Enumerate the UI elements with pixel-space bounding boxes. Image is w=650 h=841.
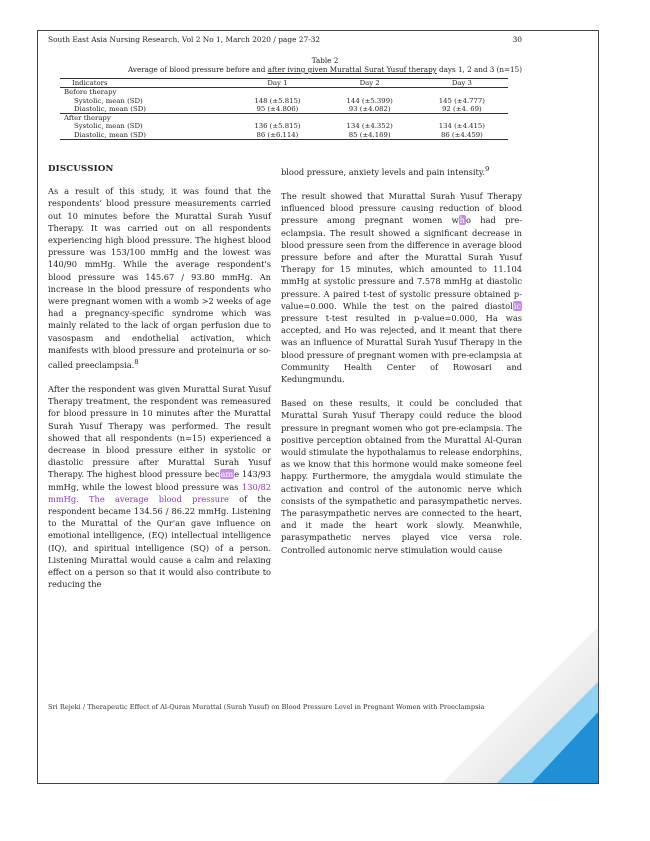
column-header: Indicators	[60, 79, 231, 88]
column-header: Day 3	[416, 79, 508, 88]
page-footer: Sri Rejeki / Therapeutic Effect of Al-Quran Murattal (Surah Yusuf) on Blood Pressure Level in Pregnant Women with Preeclampsia	[48, 703, 485, 711]
table-group-row: After therapy	[64, 114, 111, 123]
highlighted-text: 130/82 mmHg. The average blood pressure	[48, 481, 271, 504]
paragraph: blood pressure, anxiety levels and pain intensity.$^9$	[281, 165, 490, 177]
table-row: Systolic, mean (SD) 148 (±5.815) 144 (±5.399) 145 (±4.777)	[74, 96, 485, 105]
running-header	[48, 35, 522, 44]
highlight-mark: h	[459, 215, 465, 226]
column-header: Day 2	[324, 79, 416, 88]
table-heading	[0, 56, 650, 74]
highlight-mark: ic	[513, 300, 521, 311]
column-header: Day 1	[231, 79, 323, 88]
right-text-column	[281, 163, 522, 568]
citation-ref: 8	[134, 358, 139, 367]
table-row: Diastolic, mean (SD) 86 (±6.114) 85 (±4.169) 86 (±4.459)	[60, 131, 508, 140]
page-number: 30	[512, 35, 522, 44]
paragraph: After the respondent was given Murattal Surat Yusuf Therapy treatment, the respondent was remeasured for blood pressure in 10 minutes after the Murattal Surah Yusuf Therapy was performed. The result showed that all respondents (n=15) experienced a decrease in blood pressure either in systolic or diastolic pressure after Murattal Surah Yusuf Therapy. The highest blood pressure became 143/93 mmHg, while the lowest blood pressure was 130/82 mmHg. The average blood pressure of the respondent became 134.56 / 86.22 mmHg. Listening to the Murattal of the Qur'an gave influence on emotional intelligence, (EQ) intellectual intelligence (IQ), and spiritual intelligence (SQ) of a person. Listening Murattal would cause a calm and relaxing effect on a person so that it would also contribute to reducing the	[48, 384, 272, 590]
blood-pressure-table	[60, 78, 508, 140]
paragraph: As a result of this study, it was found that the respondents' blood pressure measurements carried out 10 minutes before the Murattal Surah Yusuf Therapy. It was carried out on all respondents experiencing high blood pressure. The highest blood pressure was 153/100 mmHg and the lowest was 140/90 mmHg. While the average respondent's blood pressure was 145.67 / 93.80 mmHg. An increase in the blood pressure of respondents who were pregnant women with a womb >2 weeks of age had a pregnancy-specific syndrome which was mainly related to the lack of organ perfusion due to vasospasm and endothelial activation, which manifests with blood pressure and proteinuria or so-called preeclampsia.$^8$	[48, 186, 271, 370]
paragraph: The result showed that Murattal Surah Yusuf Therapy influenced blood pressure causing reduction of blood pressure among pregnant women who had pre-eclampsia. The result showed a significant decrease in blood pressure seen from the difference in average blood pressure before and after the Murattal Surah Yusuf Therapy for 15 minutes, which amounted to 11.104 mmHg at systolic pressure and 7.578 mmHg at diastolic pressure. A paired t-test of systolic pressure obtained p-value=0.000. While the test on the paired diastolic pressure t-test resulted in p-value=0.000, Ha was accepted, and Ho was rejected, and it meant that there was an influence of Murattal Surah Yusuf Therapy in the blood pressure of pregnant women with pre-eclampsia at Community Health Center of Rowosari and Kedungmundu.	[281, 190, 522, 384]
highlight-mark: am	[220, 469, 234, 480]
table-label: Table 2	[311, 56, 339, 65]
left-text-column	[48, 163, 271, 602]
table-row: Systolic, mean (SD) 136 (±5.815) 134 (±4.352) 134 (±4.415)	[74, 122, 485, 131]
table-header-row	[60, 79, 508, 88]
section-heading: DISCUSSION	[48, 164, 114, 174]
journal-citation: South East Asia Nursing Research, Vol 2 No 1, March 2020 / page 27-32	[48, 35, 321, 44]
table-group-row: Before therapy	[64, 88, 117, 97]
table-row: Diastolic, mean (SD) 95 (±4.806) 93 (±4.082) 92 (±4. 69)	[60, 105, 508, 114]
paragraph: Based on these results, it could be concluded that Murattal Surah Yusuf Therapy could reduce the blood pressure in pregnant women who got pre-eclampsia. The positive perception obtained from the Murattal Al-Quran would stimulate the hypothalamus to release endorphins, as we know that this hormone would make someone feel happy. Furthermore, the amygdala would stimulate the activation and control of the autonomic nerve which consists of the sympathetic and parasympathetic nerves. The parasympathetic nerves are connected to the heart, and it made the heart work slowly. Meanwhile, parasympathetic nerves played vice versa role. Controlled autonomic nerve stimulation would cause	[281, 398, 522, 555]
table-caption: Average of blood pressure before and after iving given Murattal Surat Yusuf therapy days 1, 2 and 3 (n=15)	[127, 65, 523, 74]
citation-ref: 9	[485, 165, 490, 173]
